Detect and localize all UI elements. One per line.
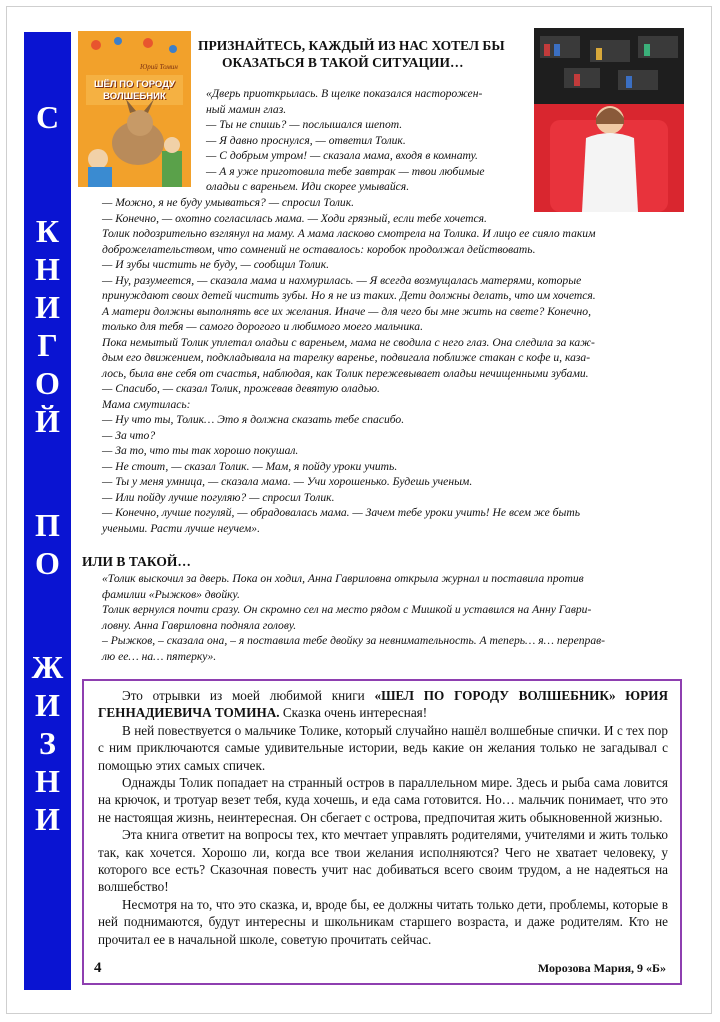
sidebar-letter: К [35,213,60,249]
review-paragraph: Однажды Толик попадает на странный остров в параллельном мире. Здесь и рыба сама ловится на крючок, и тротуар везет тебя, куда хочешь, и еда сама готовится. Но… мальчик понимает, что это не настоящая жизнь, неинтересная. Он сбегает с острова, предпочитая жить обыкновенной жизнью. [98,775,668,825]
excerpt-line: «Толик выскочил за дверь. Пока он ходил, Анна Гавриловна открыла журнал и поставила против [102,572,584,585]
section-heading [198,37,528,71]
excerpt-line: — Можно, я не буду умываться? — спросил Толик. [102,196,355,209]
excerpt-line: принуждают своих детей чистить зубы. Но я не из таких. Дети должны делать, что им хочется. [102,289,596,302]
excerpt-line: «Дверь приоткрылась. В щелке показался насторожен- [206,87,483,100]
book-cover-author: Юрий Томин [140,63,178,71]
excerpt-line: Толик подозрительно взглянул на маму. А мама ласково смотрела на Толика. И лицо ее сияло таким [102,227,596,240]
author-photo [534,28,684,212]
sidebar-letter: Ж [31,649,64,685]
excerpt-line: — Ну, разумеется, — сказала мама и нахмурилась. — Я всегда возмущалась матерями, которые [102,273,582,287]
sidebar-letter: И [35,801,60,837]
excerpt-line: А матери должны выполнять все их желания. Иначе — для чего бы мне жить на свете? Конечно, [102,304,591,318]
sidebar-letter: П [35,507,60,543]
sidebar-letter: З [39,725,56,761]
excerpt-line: — Конечно, лучше погуляй, — обрадовалась мама. — Зачем тебе уроки учить! Не всем же быть [102,506,580,519]
page-number: 4 [94,959,102,976]
author-photo-illustration [534,28,684,212]
sidebar-letter: Н [35,763,60,799]
review-paragraph: Несмотря на то, что это сказка, и, вроде бы, ее должны читать только дети, проблемы, которые в ней поднимаются, будут интересны и школьникам старшего возраста, и даже родителям. Кто не прочитал ее в начальной школе, советую прочитать сейчас. [98,896,668,947]
excerpt-line: — За то, что ты так хорошо покушал. [102,444,299,457]
excerpt-line: Мама смутилась: [102,397,191,411]
excerpt-narrow [206,86,531,195]
excerpt-line: — Или пойду лучше погуляю? — спросил Толик. [102,490,335,504]
sidebar-letter: С [35,99,60,135]
excerpt-line: — Не стоит, — сказал Толик. — Мам, я пойду уроки учить. [102,459,398,473]
excerpt-line: лю ее… на… пятерку». [102,649,217,663]
excerpt-line: — За что? [102,428,156,442]
excerpt-line: лось, была вне себя от счастья, наблюдая, как Толик пережевывает оладьи нечищенными зубами. [102,366,589,380]
sidebar-letter: Й [35,403,60,439]
excerpt-line: фамилии «Рыжков» двойку. [102,587,240,601]
sidebar-letter: И [35,687,60,723]
excerpt-line: — И зубы чистить не буду, — сообщил Толик. [102,258,330,271]
review-intro [98,687,668,722]
review-author: Морозова Мария, 9 «Б» [537,960,666,975]
excerpt-line: — Конечно, — охотно согласилась мама. — Ходи грязный, если тебе хочется. [102,211,487,225]
review-intro-start: Это отрывки из моей любимой книги [122,688,375,703]
sidebar-letter: Г [37,327,58,363]
sidebar-letter: О [35,545,60,581]
excerpt-line: ный мамин глаз. [206,102,287,116]
excerpt-second [102,571,692,664]
book-cover-title [84,79,185,103]
excerpt-line: оладьи с вареньем. Иди скорее умывайся. [206,180,410,193]
review-book-title: «ШЕЛ ПО ГОРОДУ ВОЛШЕБНИК» ЮРИЯ ГЕННАДИЕВИЧА ТОМИНА. [98,688,668,721]
excerpt-line: только для тебя — самого дорогого и любимого моего мальчика. [102,320,423,333]
excerpt-line: доброжелательством, что сомнений не оставалось: коробок продолжал действовать. [102,242,536,256]
excerpt-line: — Ну что ты, Толик… Это я должна сказать тебе спасибо. [102,413,405,426]
sidebar-banner [24,32,71,990]
review-paragraph: Эта книга ответит на вопросы тех, кто мечтает управлять родителями, учителями и жить только так, как хочется. Хорошо ли, когда все твои желания исполняются? Чего не хватает человеку, у которого все есть? Сказочная повесть учит нас добиваться всего своим трудом, а не надеяться на волшебство! [98,827,668,895]
sidebar-letter: И [35,289,60,325]
excerpt-wide [102,195,692,536]
excerpt-line: — Ты у меня умница, — сказала мама. — Учи хорошенько. Будешь ученым. [102,475,473,488]
book-cover-illustration [78,31,191,187]
excerpt-line: — Спасибо, — сказал Толик, прожевав девятую оладью. [102,382,380,395]
excerpt-line: Пока немытый Толик уплетал оладьи с вареньем, мама не сводила с него глаз. Она следила за каж- [102,335,595,349]
section-heading-line: ПРИЗНАЙТЕСЬ, КАЖДЫЙ ИЗ НАС ХОТЕЛ БЫ [198,38,505,53]
book-cover-title-line: ВОЛШЕБНИК [103,91,166,102]
book-cover-image [78,31,191,187]
review-box [82,679,682,985]
excerpt-line: учеными. Расти лучше неучем». [102,521,260,535]
excerpt-line: — С добрым утром! — сказала мама, входя в комнату. [206,149,478,162]
book-cover-title-line: ШЁЛ ПО ГОРОДУ [94,79,175,90]
section-heading-2: ИЛИ В ТАКОЙ… [82,554,191,569]
excerpt-line: — А я уже приготовила тебе завтрак — твои любимые [206,164,485,178]
excerpt-line: ловну. Анна Гавриловна подняла голову. [102,618,297,632]
excerpt-line: — Ты не спишь? — послышался шепот. [206,118,403,131]
excerpt-line: Толик вернулся почти сразу. Он скромно сел на место рядом с Мишкой и уставился на Анну Гаври- [102,603,592,616]
section-heading-line: ОКАЗАТЬСЯ В ТАКОЙ СИТУАЦИИ… [222,55,464,70]
sidebar-letter: О [35,365,60,401]
sidebar-letter: Н [35,251,60,287]
review-paragraph: В ней повествуется о мальчике Толике, который случайно нашёл волшебные спички. И с тех пор с ним приключаются самые удивительные истории, ведь какие он желания только не загадывал с помощью этих самых спичек. [98,722,668,773]
excerpt-line: дым его движением, подкладывала на тарелку варенье, подвигала поближе стакан с кофе и, каза- [102,351,591,364]
excerpt-line: – Рыжков, – сказала она, – я поставила тебе двойку за невнимательность. А теперь… я… переправ- [102,634,606,647]
excerpt-line: — Я давно проснулся, — ответил Толик. [206,133,406,147]
review-intro-end: Сказка очень интересная! [279,705,428,721]
